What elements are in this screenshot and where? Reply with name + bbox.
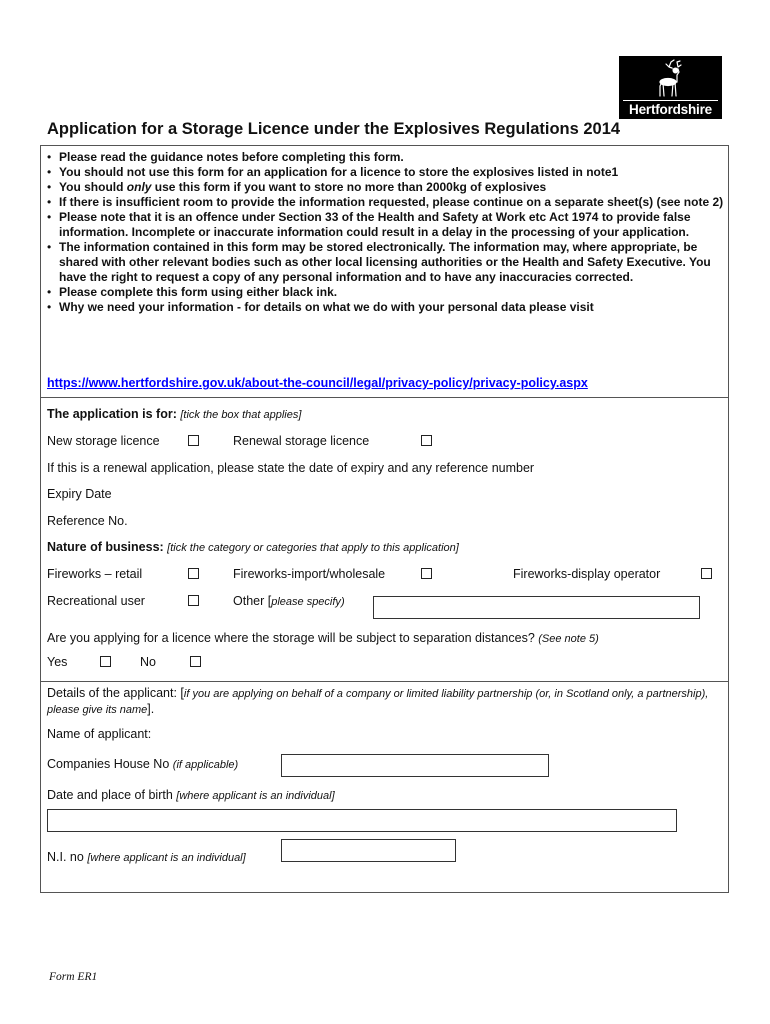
business-heading-row	[47, 540, 459, 554]
separation-question-row	[47, 631, 599, 645]
applicant-intro-label: Details of the applicant: [	[47, 686, 184, 700]
stag-icon	[649, 58, 691, 100]
companies-house-field[interactable]	[281, 754, 549, 777]
ni-row	[47, 850, 246, 864]
fireworks-retail-checkbox[interactable]	[188, 568, 199, 579]
expiry-date-label: Expiry Date	[47, 487, 112, 501]
ni-hint: [where applicant is an individual]	[87, 852, 246, 864]
note-only-emphasis: only	[126, 180, 152, 194]
companies-house-row	[47, 757, 238, 771]
recreational-label: Recreational user	[47, 594, 145, 608]
other-specify-field[interactable]	[373, 596, 700, 619]
separation-question: Are you applying for a licence where the storage will be subject to separation distances?	[47, 631, 535, 645]
companies-house-label: Companies House No	[47, 757, 170, 771]
fireworks-retail-label: Fireworks – retail	[47, 567, 143, 581]
application-hint: [tick the box that applies]	[180, 409, 302, 421]
birth-row	[47, 788, 335, 802]
hertfordshire-logo	[619, 56, 722, 119]
other-label: Other [	[233, 594, 272, 608]
note-item: • Please complete this form using either black ink.	[46, 285, 726, 300]
note-item	[46, 180, 726, 195]
fireworks-import-checkbox[interactable]	[421, 568, 432, 579]
separation-no-checkbox[interactable]	[190, 656, 201, 667]
fireworks-display-label: Fireworks-display operator	[513, 567, 661, 581]
birth-hint: [where applicant is an individual]	[176, 790, 335, 802]
fireworks-import-label: Fireworks-import/wholesale	[233, 567, 386, 581]
business-heading: Nature of business:	[47, 540, 164, 554]
renewal-licence-checkbox[interactable]	[421, 435, 432, 446]
reference-no-label: Reference No.	[47, 514, 128, 528]
note-item: • Please note that it is an offence under Section 33 of the Health and Safety at Work etc Act 1974 to provide false information. Incomplete or inaccurate information could result in a delay in the processing of your application.	[46, 210, 726, 240]
separation-note: (See note 5)	[538, 633, 599, 645]
privacy-policy-link[interactable]: https://www.hertfordshire.gov.uk/about-the-council/legal/privacy-policy/privacy-policy.aspx	[47, 376, 588, 390]
page-title: Application for a Storage Licence under the Explosives Regulations 2014	[47, 120, 621, 138]
birth-field[interactable]	[47, 809, 677, 832]
birth-label: Date and place of birth	[47, 788, 173, 802]
note-item: • Why we need your information - for details on what we do with your personal data please visit	[46, 300, 726, 315]
other-label-row	[233, 594, 345, 608]
guidance-notes-list	[46, 150, 726, 315]
new-licence-label: New storage licence	[47, 434, 160, 448]
note-item: • The information contained in this form may be stored electronically. The information may, where appropriate, be shared with other relevant bodies such as other local licensing authorities or the Health and Safety Executive. You have the right to request a copy of any personal information and to have any inaccuracies corrected.	[46, 240, 726, 285]
application-heading-row	[47, 407, 301, 421]
business-hint: [tick the category or categories that apply to this application]	[167, 542, 459, 554]
applicant-intro-suffix: ].	[147, 702, 155, 716]
fireworks-display-checkbox[interactable]	[701, 568, 712, 579]
applicant-intro	[47, 686, 719, 718]
ni-label: N.I. no	[47, 850, 84, 864]
note-item: • You should not use this form for an application for a licence to store the explosives listed in note1	[46, 165, 726, 180]
other-hint: please specify	[271, 596, 341, 608]
other-suffix: )	[340, 596, 345, 608]
separation-yes-checkbox[interactable]	[100, 656, 111, 667]
applicant-name-label: Name of applicant:	[47, 727, 152, 741]
separation-no-label: No	[140, 655, 156, 669]
renewal-question: If this is a renewal application, please state the date of expiry and any reference number	[47, 461, 535, 475]
applicant-intro-hint: if you are applying on behalf of a company or limited liability partnership (or, in Scotland only, a partnership), please give its name	[47, 688, 709, 716]
renewal-licence-label: Renewal storage licence	[233, 434, 370, 448]
ni-field[interactable]	[281, 839, 456, 862]
form-id: Form ER1	[49, 971, 98, 983]
recreational-checkbox[interactable]	[188, 595, 199, 606]
separation-yes-label: Yes	[47, 655, 68, 669]
note-only-suffix: use this form if you want to store no more than 2000kg of explosives	[151, 180, 547, 194]
companies-house-hint: (if applicable)	[172, 759, 239, 771]
logo-text: Hertfordshire	[623, 100, 718, 117]
note-item: • Please read the guidance notes before completing this form.	[46, 150, 726, 165]
new-licence-checkbox[interactable]	[188, 435, 199, 446]
note-only-prefix: You should	[59, 180, 127, 194]
note-item: • If there is insufficient room to provide the information requested, please continue on a separate sheet(s) (see note 2)	[46, 195, 726, 210]
application-heading: The application is for:	[47, 407, 177, 421]
